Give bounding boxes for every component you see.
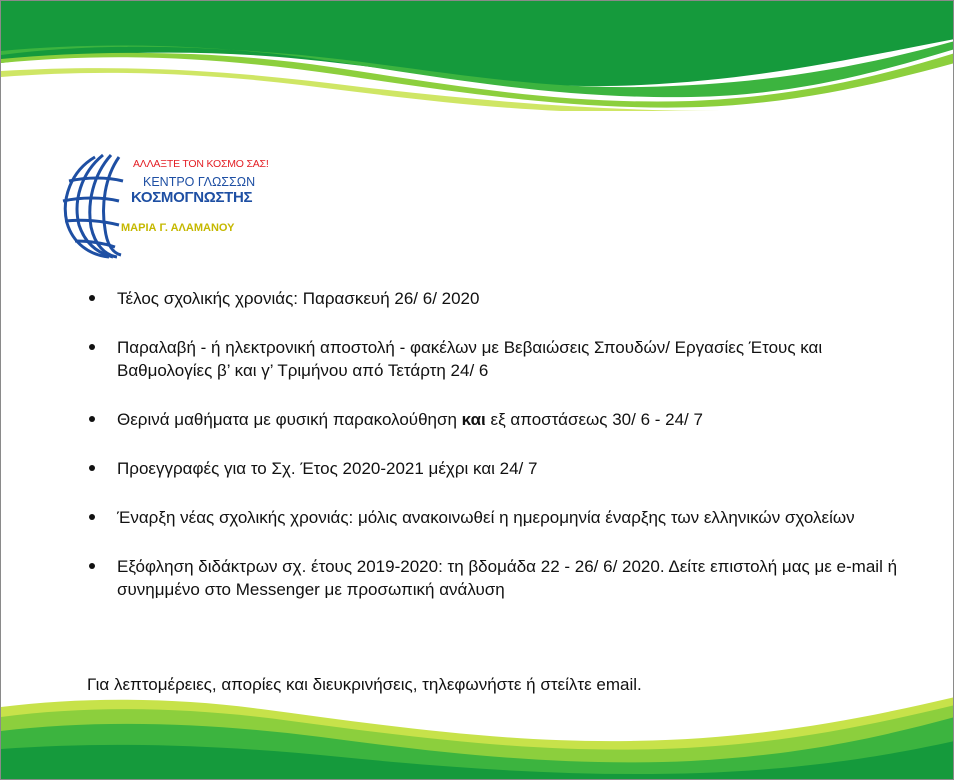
announcement-text: Έναρξη νέας σχολικής χρονιάς: μόλις ανακοινωθεί η ημερομηνία έναρξης των ελληνικών σχολείων xyxy=(117,508,855,527)
announcement-item xyxy=(87,506,907,529)
bullet-dot-icon xyxy=(89,514,95,520)
announcement-text: Θερινά μαθήματα με φυσική παρακολούθηση xyxy=(117,410,462,429)
bottom-wave-decoration xyxy=(1,683,954,780)
bullet-dot-icon xyxy=(89,465,95,471)
announcement-item xyxy=(87,336,907,382)
announcement-text: Τέλος σχολικής χρονιάς: Παρασκευή 26/ 6/ 2020 xyxy=(117,289,480,308)
announcement-list xyxy=(87,287,907,627)
logo-brand-name: ΚΟΣΜΟΓΝΩΣΤΗΣ xyxy=(131,189,253,206)
logo-owner-name: ΜΑΡΙΑ Γ. ΑΛΑΜΑΝΟΥ xyxy=(121,222,235,234)
announcement-item xyxy=(87,457,907,480)
logo-center-name: ΚΕΝΤΡΟ ΓΛΩΣΣΩΝ xyxy=(143,175,256,189)
announcement-item xyxy=(87,555,907,601)
top-wave-decoration xyxy=(1,1,954,111)
announcement-text: εξ αποστάσεως 30/ 6 - 24/ 7 xyxy=(485,410,703,429)
contact-note: Για λεπτομέρειες, απορίες και διευκρινήσεις, τηλεφωνήστε ή στείλτε email. xyxy=(87,675,642,694)
bullet-dot-icon xyxy=(89,563,95,569)
logo-slogan: ΑΛΛΑΞΤΕ ΤΟΝ ΚΟΣΜΟ ΣΑΣ! xyxy=(133,158,269,170)
bullet-dot-icon xyxy=(89,344,95,350)
announcement-text: Παραλαβή - ή ηλεκτρονική αποστολή - φακέλων με Βεβαιώσεις Σπουδών/ Εργασίες Έτους και Βαθμολογίες β’ και γ’ Τριμήνου από Τετάρτη 24/ 6 xyxy=(117,338,823,380)
announcement-emphasis: και xyxy=(461,410,486,429)
announcement-item xyxy=(87,287,907,310)
announcement-text: Προεγγραφές για το Σχ. Έτος 2020-2021 μέχρι και 24/ 7 xyxy=(117,459,538,478)
announcement-item xyxy=(87,408,907,431)
bullet-dot-icon xyxy=(89,295,95,301)
bullet-dot-icon xyxy=(89,416,95,422)
company-logo xyxy=(57,151,269,261)
announcement-text: Εξόφληση διδάκτρων σχ. έτους 2019-2020: τη βδομάδα 22 - 26/ 6/ 2020. Δείτε επιστολή μας με e-mail ή συνημμένο στο Messenger με προσωπική ανάλυση xyxy=(117,557,898,599)
